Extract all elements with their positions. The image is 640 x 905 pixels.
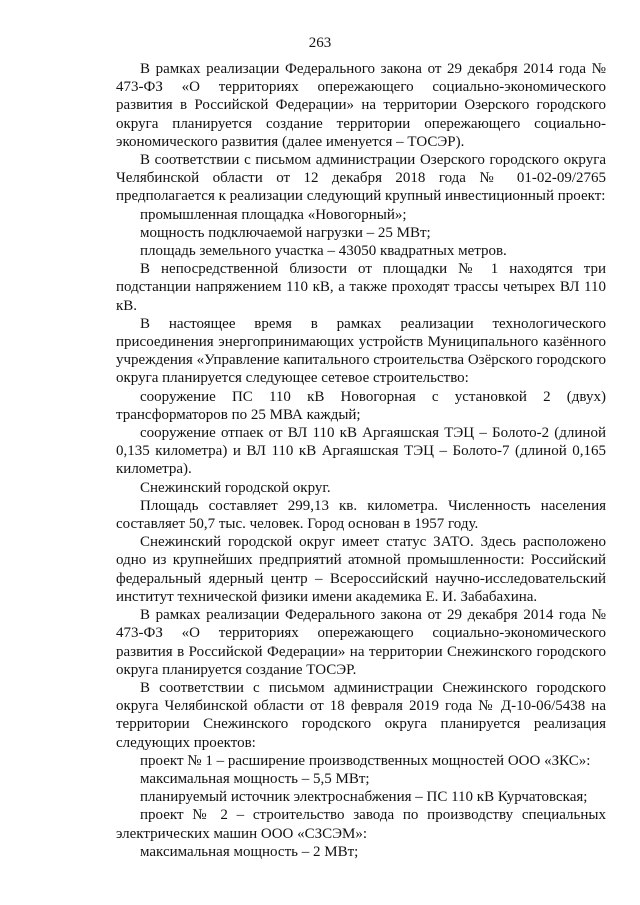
list-item: сооружение ПС 110 кВ Новогорная с установкой 2 (двух) трансформаторов по 25 МВА каждый; — [116, 388, 606, 423]
list-item: максимальная мощность – 2 МВт; — [140, 843, 359, 860]
page-number: 263 — [308, 35, 332, 51]
paragraph: В рамках реализации Федерального закона от 29 декабря 2014 года № 473-ФЗ «О территориях опережающего социально-экономического развития в Российской Федерации» на территории Озерского городского округа планируется создание территории опережающего социально-экономического развития (далее именуется – ТОСЭР). — [116, 61, 606, 150]
section-heading: Снежинский городской округ. — [140, 479, 331, 496]
list-item: сооружение отпаек от ВЛ 110 кВ Аргаяшская ТЭЦ – Болото-2 (длиной 0,135 километра) и ВЛ 110 кВ Аргаяшская ТЭЦ – Болото-7 (длиной 0,165 километра). — [116, 425, 606, 478]
list-item: планируемый источник электроснабжения – ПС 110 кВ Курчатовская; — [140, 789, 588, 806]
paragraph: В настоящее время в рамках реализации технологического присоединения энергопринимающих устройств Муниципального казённого учреждения «Управление капитального строительства Озёрского городского округа планируется следующее сетевое строительство: — [116, 315, 606, 387]
paragraph: В непосредственной близости от площадки № 1 находятся три подстанции напряжением 110 кВ, а также проходят трассы четырех ВЛ 110 кВ. — [116, 261, 606, 314]
list-item: проект № 2 – строительство завода по производству специальных электрических машин ООО «СЗСЭМ»: — [116, 807, 606, 842]
list-item: проект № 1 – расширение производственных мощностей ООО «ЗКС»: — [140, 752, 591, 769]
paragraph: В соответствии с письмом администрации Озерского городского округа Челябинской области от 12 декабря 2018 года № 01-02-09/2765 предполагается к реализации следующий крупный инвестиционный проект: — [116, 152, 606, 205]
paragraph: В соответствии с письмом администрации Снежинского городского округа Челябинской области от 18 февраля 2019 года № Д-10-06/5438 на территории Снежинского городского округа планируется реализация следующих проектов: — [116, 679, 606, 751]
body-text — [116, 60, 606, 861]
list-item: мощность подключаемой нагрузки – 25 МВт; — [140, 224, 431, 241]
list-item: промышленная площадка «Новогорный»; — [140, 206, 407, 223]
list-item: максимальная мощность – 5,5 МВт; — [140, 770, 370, 787]
paragraph: Снежинский городской округ имеет статус ЗАТО. Здесь расположено одно из крупнейших предприятий атомной промышленности: Российский федеральный ядерный центр – Всероссийский научно-исследовательский институт технической физики имени академика Е. И. Забабахина. — [116, 534, 606, 605]
paragraph: Площадь составляет 299,13 кв. километра. Численность населения составляет 50,7 тыс. человек. Город основан в 1957 году. — [116, 497, 606, 533]
list-item: площадь земельного участка – 43050 квадратных метров. — [140, 243, 507, 260]
paragraph: В рамках реализации Федерального закона от 29 декабря 2014 года № 473-ФЗ «О территориях опережающего социально-экономического развития в Российской Федерации» на территории Снежинского городского округа планируется создание ТОСЭР. — [116, 607, 606, 678]
